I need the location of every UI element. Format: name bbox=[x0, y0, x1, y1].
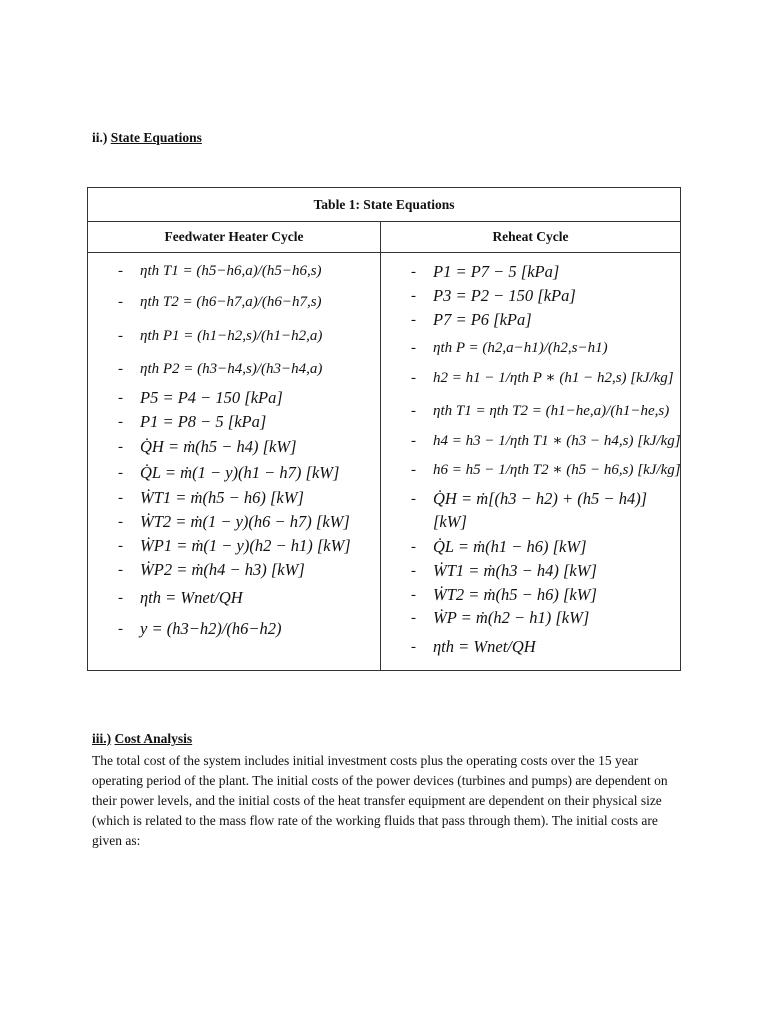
cost-analysis-paragraph bbox=[92, 751, 682, 851]
equation: ẆT2 = ṁ(1 − y)(h6 − h7) [kW] bbox=[140, 512, 350, 531]
equation: h2 = h1 − 1/ηth P ∗ (h1 − h2,s) [kJ/kg] bbox=[433, 370, 674, 386]
equation: ẆP2 = ṁ(h4 − h3) [kW] bbox=[140, 560, 305, 579]
equation: Q̇H = ṁ[(h3 − h2) + (h5 − h4)] bbox=[433, 489, 648, 508]
equation-row: - Q̇H = ṁ[(h3 − h2) + (h5 − h4)] bbox=[411, 489, 648, 508]
section-heading-state-equations bbox=[92, 130, 202, 146]
equation: ẆT1 = ṁ(h3 − h4) [kW] bbox=[433, 561, 597, 580]
equation: Q̇L = ṁ(1 − y)(h1 − h7) [kW] bbox=[140, 463, 340, 482]
equation-row: - ηth P = (h2,a−h1)/(h2,s−h1) bbox=[381, 337, 680, 359]
equation: P1 = P7 − 5 [kPa] bbox=[433, 262, 560, 281]
equation: ẆT2 = ṁ(h5 − h6) [kW] bbox=[433, 585, 597, 604]
equation-row: - h4 = h3 − 1/ηth T1 ∗ (h3 − h4,s) [kJ/kg] bbox=[381, 430, 680, 452]
equation-row: - ẆT2 = ṁ(1 − y)(h6 − h7) [kW] bbox=[118, 512, 350, 531]
equation: P7 = P6 [kPa] bbox=[433, 310, 532, 329]
equation: ẆP = ṁ(h2 − h1) [kW] bbox=[433, 608, 590, 627]
column-header-reheat: Reheat Cycle bbox=[381, 221, 680, 253]
equation-row: - ηth = Wnet/QH bbox=[411, 637, 536, 656]
equation: h6 = h5 − 1/ηth T2 ∗ (h5 − h6,s) [kJ/kg] bbox=[433, 462, 681, 478]
equation: y = (h3−h2)/(h6−h2) bbox=[140, 619, 282, 638]
section-heading-cost-analysis bbox=[92, 731, 192, 747]
equation: ηth T1 = (h5−h6,a)/(h5−h6,s) bbox=[140, 263, 322, 279]
section-title: Cost Analysis bbox=[114, 731, 193, 746]
equation: P5 = P4 − 150 [kPa] bbox=[140, 388, 283, 407]
equation-row: - h6 = h5 − 1/ηth T2 ∗ (h5 − h6,s) [kJ/kg] bbox=[381, 459, 680, 481]
column-header-feedwater: Feedwater Heater Cycle bbox=[88, 221, 381, 253]
equation: ηth T2 = (h6−h7,a)/(h6−h7,s) bbox=[140, 294, 322, 310]
equation: h4 = h3 − 1/ηth T1 ∗ (h3 − h4,s) [kJ/kg] bbox=[433, 433, 681, 449]
equation: ẆT1 = ṁ(h5 − h6) [kW] bbox=[140, 488, 304, 507]
equation: ηth = Wnet/QH bbox=[140, 588, 243, 607]
equation-row: - ηth T2 = (h6−h7,a)/(h6−h7,s) bbox=[88, 291, 380, 313]
equation-row: - ẆT1 = ṁ(h5 − h6) [kW] bbox=[118, 488, 304, 507]
equation-row: - y = (h3−h2)/(h6−h2) bbox=[118, 619, 282, 638]
equation-row-continued bbox=[381, 511, 680, 533]
equation: P3 = P2 − 150 [kPa] bbox=[433, 286, 576, 305]
equation-row: - ẆT2 = ṁ(h5 − h6) [kW] bbox=[411, 585, 597, 604]
equation-row: - P1 = P8 − 5 [kPa] bbox=[118, 412, 267, 431]
equation: Q̇H = ṁ(h5 − h4) [kW] bbox=[140, 437, 297, 456]
equation-continuation: [kW] bbox=[433, 512, 467, 531]
equation: ηth T1 = ηth T2 = (h1−he,a)/(h1−he,s) bbox=[433, 403, 670, 419]
equation-row: - ηth P2 = (h3−h4,s)/(h3−h4,a) bbox=[88, 358, 380, 380]
equation-row: - Q̇L = ṁ(1 − y)(h1 − h7) [kW] bbox=[118, 463, 340, 482]
section-title: State Equations bbox=[110, 130, 202, 145]
state-equations-table bbox=[87, 187, 681, 671]
equation-row: - ẆT1 = ṁ(h3 − h4) [kW] bbox=[411, 561, 597, 580]
equation: Q̇L = ṁ(h1 − h6) [kW] bbox=[433, 537, 587, 556]
table-caption: Table 1: State Equations bbox=[88, 188, 680, 222]
equation-row: - ẆP1 = ṁ(1 − y)(h2 − h1) [kW] bbox=[118, 536, 351, 555]
equation-row: - Q̇L = ṁ(h1 − h6) [kW] bbox=[411, 537, 587, 556]
paragraph-text: The total cost of the system includes initial investment costs plus the operating costs over the 15 year operating period of the plant. The initial costs of the power devices (turbines and pumps) are dependent on their power levels, and the initial costs of the heat transfer equipment are dependent on their physical size (which is related to the mass flow rate of the working fluids that pass through them). The initial costs are given as: bbox=[92, 753, 668, 848]
equation: ηth P2 = (h3−h4,s)/(h3−h4,a) bbox=[140, 361, 323, 377]
equation-row: - ηth = Wnet/QH bbox=[118, 588, 243, 607]
equation-row: - ẆP2 = ṁ(h4 − h3) [kW] bbox=[118, 560, 305, 579]
equation-row: - P1 = P7 − 5 [kPa] bbox=[411, 262, 560, 281]
equation-row: - h2 = h1 − 1/ηth P ∗ (h1 − h2,s) [kJ/kg] bbox=[381, 367, 680, 389]
equation-row: - P5 = P4 − 150 [kPa] bbox=[118, 388, 283, 407]
equation-row: - ẆP = ṁ(h2 − h1) [kW] bbox=[411, 608, 590, 627]
equation: ηth = Wnet/QH bbox=[433, 637, 536, 656]
equation-row: - P3 = P2 − 150 [kPa] bbox=[411, 286, 576, 305]
equation: ηth P = (h2,a−h1)/(h2,s−h1) bbox=[433, 340, 608, 356]
equation-row: - P7 = P6 [kPa] bbox=[411, 310, 532, 329]
section-number: ii.) bbox=[92, 130, 108, 145]
equation-row: - ηth P1 = (h1−h2,s)/(h1−h2,a) bbox=[88, 325, 380, 347]
section-number: iii.) bbox=[92, 731, 112, 746]
equation-row: - ηth T1 = (h5−h6,a)/(h5−h6,s) bbox=[88, 260, 380, 282]
equation-row: - Q̇H = ṁ(h5 − h4) [kW] bbox=[118, 437, 297, 456]
equation: ẆP1 = ṁ(1 − y)(h2 − h1) [kW] bbox=[140, 536, 351, 555]
equation: P1 = P8 − 5 [kPa] bbox=[140, 412, 267, 431]
equation: ηth P1 = (h1−h2,s)/(h1−h2,a) bbox=[140, 328, 323, 344]
equation-row: - ηth T1 = ηth T2 = (h1−he,a)/(h1−he,s) bbox=[381, 400, 680, 422]
